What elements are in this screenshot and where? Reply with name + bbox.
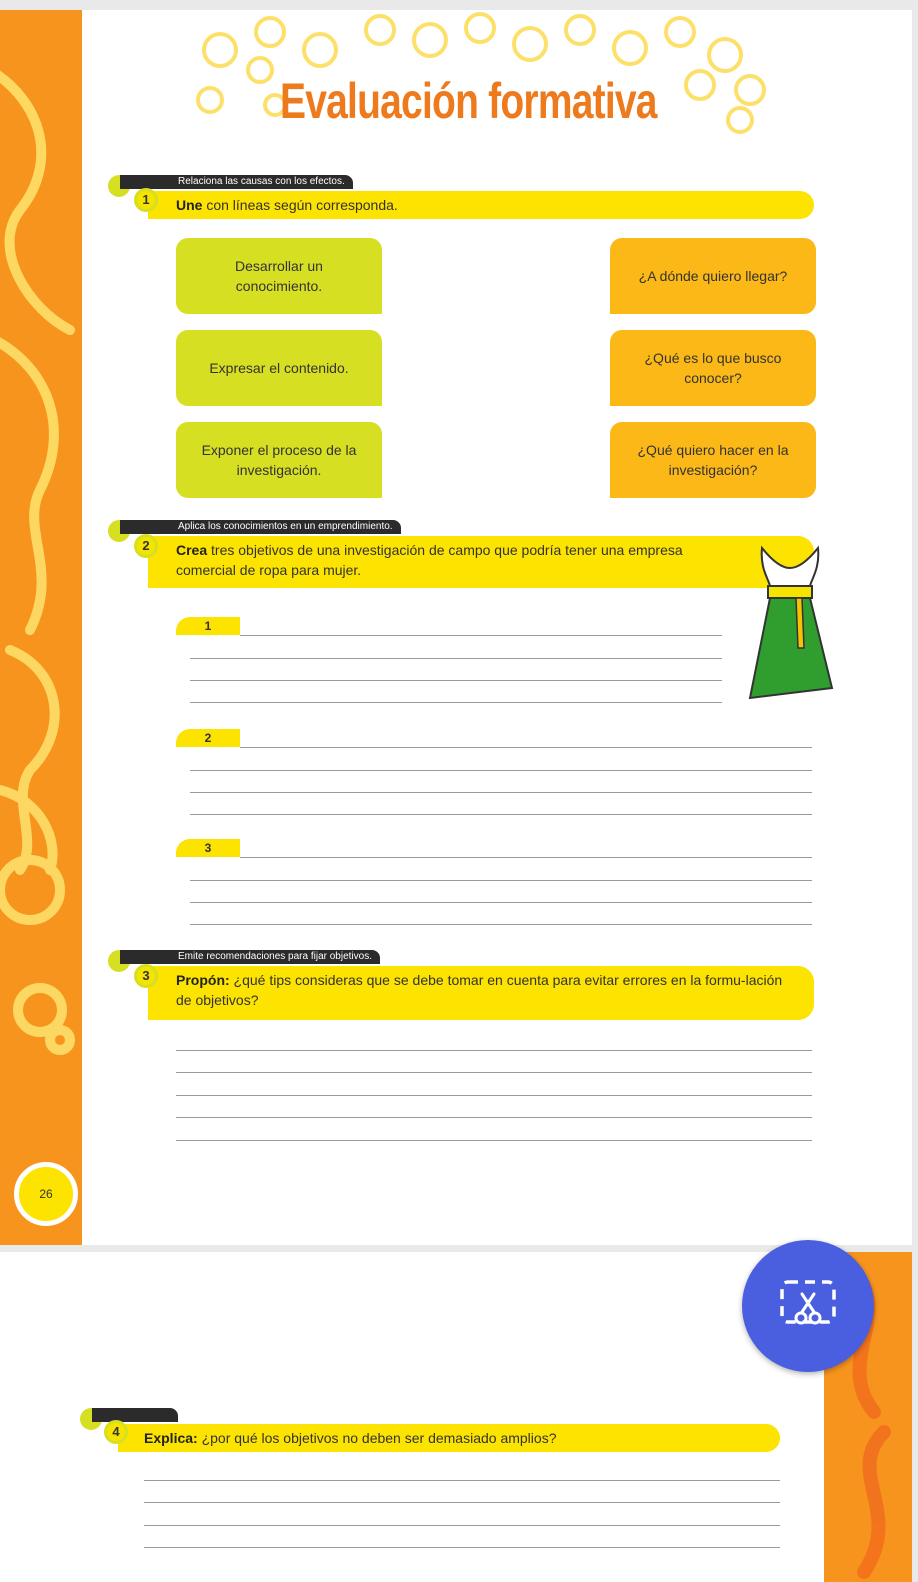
answer-line[interactable] [176, 1072, 812, 1073]
answer-line[interactable] [176, 1050, 812, 1051]
activity3-tag: Emite recomendaciones para fijar objetivos. [120, 950, 380, 964]
answer-line[interactable] [144, 1480, 780, 1481]
cause-card-3[interactable]: Exponer el proceso de la investigación. [176, 422, 382, 498]
activity2-tag: Aplica los conocimientos en un emprendimiento. [120, 520, 401, 534]
activity3-verb: Propón: [176, 972, 230, 988]
answer-line[interactable] [190, 924, 812, 925]
answer-line[interactable] [240, 857, 812, 858]
activity1-number: 1 [134, 188, 158, 212]
answer-line[interactable] [190, 770, 812, 771]
answer-line[interactable] [190, 658, 722, 659]
effect-card-1[interactable]: ¿A dónde quiero llegar? [610, 238, 816, 314]
activity4-verb: Explica: [144, 1430, 198, 1446]
answer-line[interactable] [190, 792, 812, 793]
effect-card-3[interactable]: ¿Qué quiero hacer en la investigación? [610, 422, 816, 498]
effect-card-2[interactable]: ¿Qué es lo que busco conocer? [610, 330, 816, 406]
answer-line[interactable] [240, 635, 722, 636]
activity2-number: 2 [134, 534, 158, 558]
answer-line[interactable] [176, 1117, 812, 1118]
answer-line[interactable] [144, 1547, 780, 1548]
activity1-instruction [148, 191, 814, 219]
activity4-instruction [118, 1424, 780, 1452]
activity3-number: 3 [134, 964, 158, 988]
answer-line[interactable] [176, 1140, 812, 1141]
activity1-tag: Relaciona las causas con los efectos. [120, 175, 353, 189]
answer-line[interactable] [144, 1525, 780, 1526]
activity3-text: ¿qué tips consideras que se debe tomar en cuenta para evitar errores en la formu-lación de objetivos? [176, 972, 783, 1008]
answer-line[interactable] [190, 902, 812, 903]
page-title: Evaluación formativa [280, 73, 657, 129]
dress-illustration [740, 538, 840, 738]
activity3-instruction [148, 966, 814, 1020]
activity2-verb: Crea [176, 542, 208, 558]
activity4-tag [92, 1408, 178, 1422]
activity4-number: 4 [104, 1420, 128, 1444]
answer-line[interactable] [190, 702, 722, 703]
objective-3-number: 3 [176, 839, 240, 857]
objective-1-number: 1 [176, 617, 240, 635]
activity2-text: tres objetivos de una investigación de campo que podría tener una empresa comercial de ropa para mujer. [176, 542, 683, 578]
answer-line[interactable] [190, 680, 722, 681]
answer-line[interactable] [176, 1095, 812, 1096]
activity2-instruction [148, 536, 814, 588]
objective-2-number: 2 [176, 729, 240, 747]
answer-line[interactable] [144, 1502, 780, 1503]
activity1-verb: Une [176, 197, 203, 213]
page-number: 26 [14, 1162, 78, 1226]
answer-line[interactable] [240, 747, 812, 748]
screenshot-fab-button[interactable] [742, 1240, 874, 1372]
cause-card-1[interactable]: Desarrollar un conocimiento. [176, 238, 382, 314]
answer-line[interactable] [190, 880, 812, 881]
workbook-page-26 [0, 10, 912, 1245]
screenshot-scissors-icon [778, 1278, 838, 1334]
activity4-text: ¿por qué los objetivos no deben ser demasiado amplios? [197, 1430, 557, 1446]
cause-card-2[interactable]: Expresar el contenido. [176, 330, 382, 406]
decorative-sidebar [0, 10, 82, 1245]
answer-line[interactable] [190, 814, 812, 815]
activity1-text: con líneas según corresponda. [202, 197, 398, 213]
